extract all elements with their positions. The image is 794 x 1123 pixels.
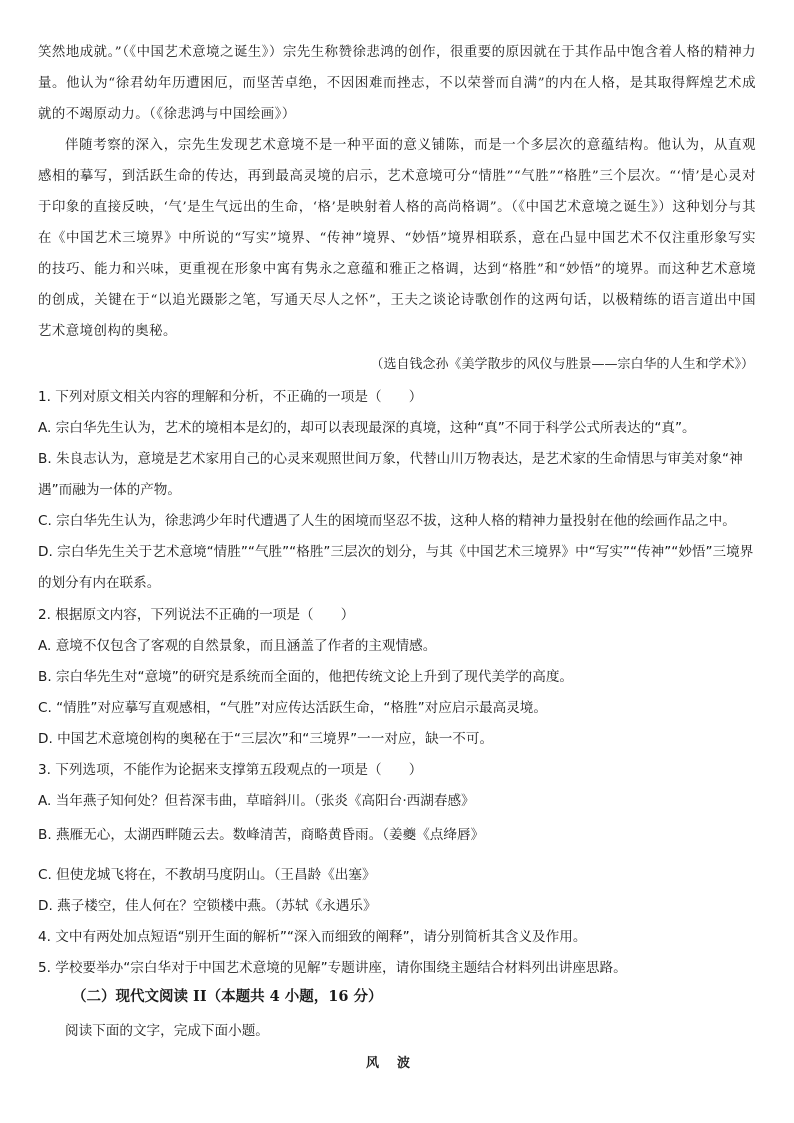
section-instruction: 阅读下面的文字，完成下面小题。: [65, 1023, 269, 1039]
question-2-stem: 2. 根据原文内容，下列说法不正确的一项是（ ）: [38, 607, 355, 623]
question-1-option-a: A. 宗白华先生认为，艺术的境相本是幻的，却可以表现最深的真境，这种“真”不同于科学公式所表达的“真”。: [38, 420, 696, 436]
passage-source: （选自钱念孙《美学散步的风仪与胜景——宗白华的人生和学术》）: [370, 357, 754, 372]
passage: [38, 37, 756, 347]
question-1-option-c: C. 宗白华先生认为，徐悲鸿少年时代遭遇了人生的困境而坚忍不拔，这种人格的精神力量投射在他的绘画作品之中。: [38, 513, 736, 529]
question-3-option-c: C. 但使龙城飞将在，不教胡马度阴山。（王昌龄《出塞》: [38, 867, 376, 883]
story-title: 风波: [365, 1056, 428, 1071]
question-3-option-d: D. 燕子楼空，佳人何在？空锁楼中燕。（苏轼《永遇乐》: [38, 898, 377, 914]
question-3-stem: 3. 下列选项，不能作为论据来支撑第五段观点的一项是（ ）: [38, 762, 423, 778]
section-heading: （二）现代文阅读 II（本题共 4 小题，16 分）: [72, 988, 383, 1005]
question-3-option-a: A. 当年燕子知何处？但苔深韦曲，草暗斜川。（张炎《高阳台·西湖春感》: [38, 793, 475, 809]
passage-paragraph-1: 笑然地成就。”（《中国艺术意境之诞生》）宗先生称赞徐悲鸿的创作，很重要的原因就在于其作品中饱含着人格的精神力量。他认为“徐君幼年历遭困厄，而坚苦卓绝，不因困难而挫志，不以荣誉而自满”的内在人格，是其取得辉煌艺术成就的不竭原动力。（《徐悲鸿与中国绘画》）: [38, 45, 756, 122]
question-2-option-d: D. 中国艺术意境创构的奥秘在于“三层次”和“三境界”一一对应，缺一不可。: [38, 731, 494, 747]
question-2-option-c: C. “情胜”对应摹写直观感相，“气胜”对应传达活跃生命，“格胜”对应启示最高灵境。: [38, 700, 547, 716]
question-1-stem: 1. 下列对原文相关内容的理解和分析，不正确的一项是（ ）: [38, 389, 423, 405]
question-5: 5. 学校要举办“宗白华对于中国艺术意境的见解”专题讲座，请你围绕主题结合材料列出讲座思路。: [38, 960, 627, 976]
question-1-option-d: D. 宗白华先生关于艺术意境“情胜”“气胜”“格胜”三层次的划分，与其《中国艺术三境界》中“写实”“传神”“妙悟”三境界的划分有内在联系。: [38, 544, 754, 591]
question-2-option-a: A. 意境不仅包含了客观的自然景象，而且涵盖了作者的主观情感。: [38, 638, 437, 654]
question-2-option-b: B. 宗白华先生对“意境”的研究是系统而全面的，他把传统文论上升到了现代美学的高度。: [38, 669, 574, 685]
question-4: 4. 文中有两处加点短语“别开生面的解析”“深入而细致的阐释”，请分别简析其含义及作用。: [38, 929, 587, 945]
question-1-option-b: B. 朱良志认为，意境是艺术家用自己的心灵来观照世间万象，代替山川万物表达，是艺术家的生命情思与审美对象“神遇”而融为一体的产物。: [38, 451, 743, 498]
passage-paragraph-2: 伴随考察的深入，宗先生发现艺术意境不是一种平面的意义铺陈，而是一个多层次的意蕴结构。他认为，从直观感相的摹写，到活跃生命的传达，再到最高灵境的启示，艺术意境可分“情胜”“气胜”“格胜”三个层次。“‘情’是心灵对于印象的直接反映，‘气’是生气远出的生命，‘格’是映射着人格的高尚格调”。（《中国艺术意境之诞生》）这种划分与其在《中国艺术三境界》中所说的“写实”境界、“传神”境界、“妙悟”境界相联系，意在凸显中国艺术不仅注重形象写实的技巧、能力和兴味，更重视在形象中寓有隽永之意蕴和雅正之格调，达到“格胜”和“妙悟”的境界。而这种艺术意境的创成，关键在于“以追光蹑影之笔，写通天尽人之怀”，王夫之谈论诗歌创作的这两句话，以极精练的语言道出中国艺术意境创构的奥秘。: [38, 138, 756, 339]
question-3-option-b: B. 燕雁无心，太湖西畔随云去。数峰清苦，商略黄昏雨。（姜夔《点绛唇》: [38, 827, 485, 843]
